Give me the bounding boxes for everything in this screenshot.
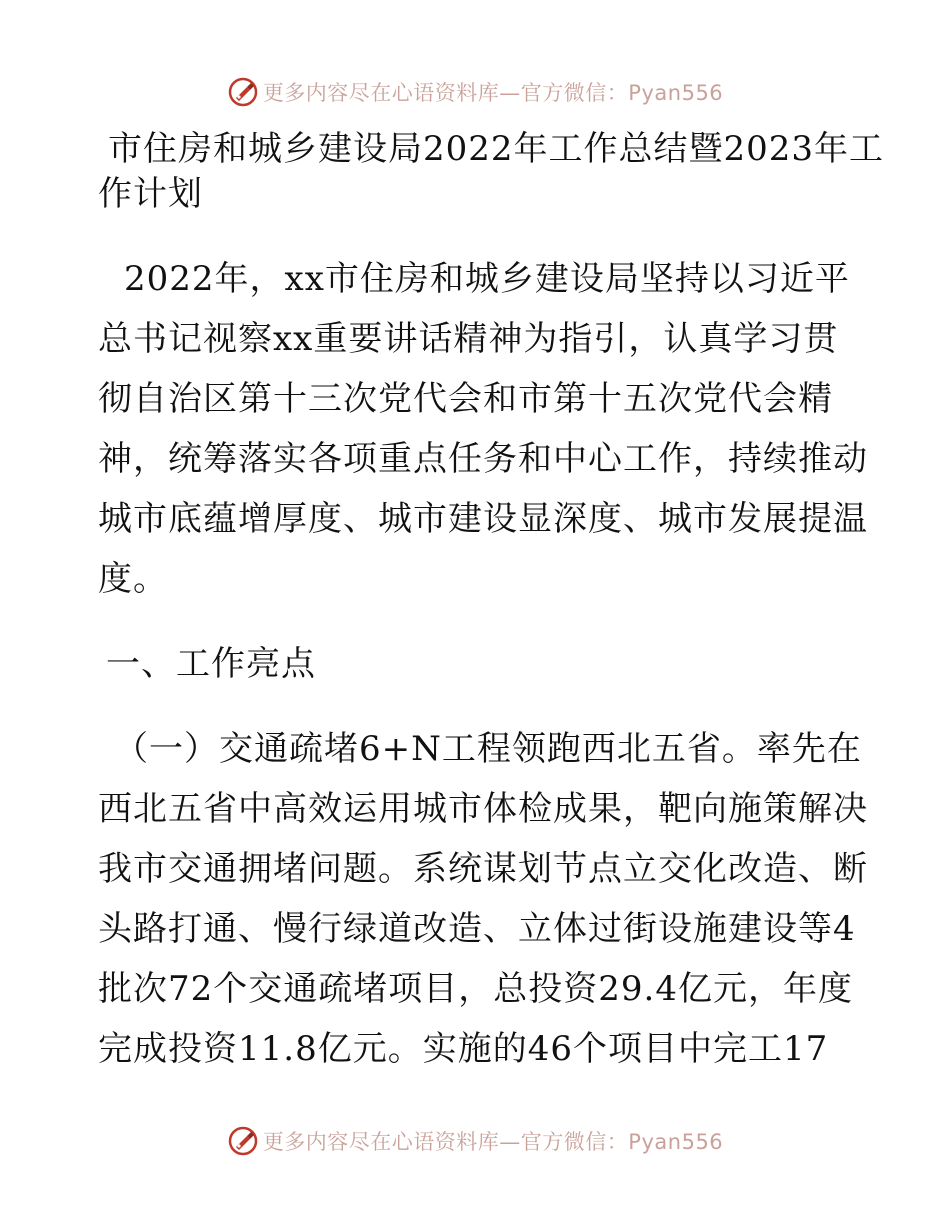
pen-circle-logo-icon bbox=[227, 1125, 259, 1157]
section-heading: 一、工作亮点 bbox=[106, 644, 316, 684]
header-watermark bbox=[0, 72, 950, 112]
paragraph-line: 西北五省中高效运用城市体检成果，靶向施策解决 bbox=[98, 789, 868, 829]
paragraph-line: 批次72个交通疏堵项目，总投资29.4亿元，年度 bbox=[98, 969, 853, 1009]
document-title-line-1: 市住房和城乡建设局2022年工作总结暨2023年工 bbox=[108, 129, 885, 169]
paragraph-line: 总书记视察xx重要讲话精神为指引，认真学习贯 bbox=[98, 319, 839, 359]
watermark-text: 更多内容尽在心语资料库—官方微信：Pyan556 bbox=[262, 81, 724, 105]
footer-watermark bbox=[0, 1121, 950, 1161]
paragraph-line: 完成投资11.8亿元。实施的46个项目中完工17 bbox=[98, 1029, 829, 1069]
intro-paragraph bbox=[98, 249, 868, 609]
paragraph-line: 2022年，xx市住房和城乡建设局坚持以习近平 bbox=[124, 259, 850, 299]
spacer bbox=[98, 609, 858, 634]
paragraph-line: 度。 bbox=[98, 559, 168, 599]
spacer bbox=[98, 694, 858, 719]
paragraph-line: （一）交通疏堵6+N工程领跑西北五省。率先在 bbox=[114, 729, 862, 769]
paragraph-line: 彻自治区第十三次党代会和市第十五次党代会精 bbox=[98, 379, 833, 419]
paragraph-line: 头路打通、慢行绿道改造、立体过街设施建设等4 bbox=[98, 909, 856, 949]
watermark-text: 更多内容尽在心语资料库—官方微信：Pyan556 bbox=[262, 1130, 724, 1154]
paragraph-line: 我市交通拥堵问题。系统谋划节点立交化改造、断 bbox=[98, 849, 868, 889]
paragraph-line: 城市底蕴增厚度、城市建设显深度、城市发展提温 bbox=[98, 499, 868, 539]
pen-circle-logo-icon bbox=[227, 76, 259, 108]
subsection-paragraph bbox=[98, 719, 868, 1079]
paragraph-line: 神，统筹落实各项重点任务和中心工作，持续推动 bbox=[98, 439, 868, 479]
spacer bbox=[98, 224, 858, 249]
document-title-line-2: 作计划 bbox=[98, 174, 203, 214]
document-body bbox=[98, 124, 885, 1079]
